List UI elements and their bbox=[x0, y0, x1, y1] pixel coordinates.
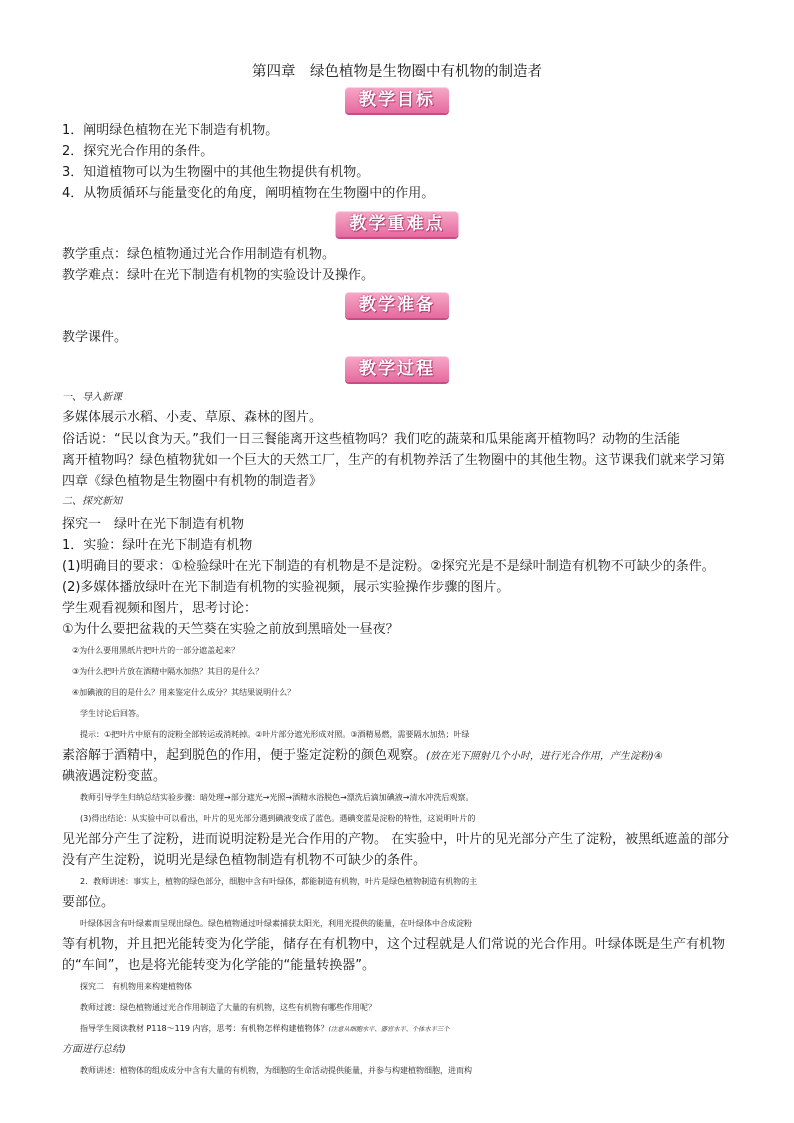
banner-preparation: 教学准备 bbox=[345, 292, 449, 318]
paragraph-line: 教师讲述：植物体的组成成分中含有大量的有机物，为细胞的生命活动提供能量，并参与构建植物细胞，进而构 bbox=[80, 1066, 472, 1075]
subsection-heading: 探究二 有机物用来构建植物体 bbox=[80, 982, 192, 991]
banner-key-points: 教学重难点 bbox=[336, 211, 459, 237]
objective-1: 1．阐明绿色植物在光下制造有机物。 bbox=[62, 123, 279, 138]
question-1: ①为什么要把盆栽的天竺葵在实验之前放到黑暗处一昼夜？ bbox=[62, 622, 399, 637]
paragraph-line: 等有机物，并且把光能转变为化学能，储存在有机物中，这个过程就是人们常说的光合作用。叶绿体既是生产有机物 bbox=[62, 937, 726, 952]
chapter-title: 第四章 绿色植物是生物圈中有机物的制造者 bbox=[252, 64, 542, 80]
paragraph-line: 2．教师讲述：事实上，植物的绿色部分，细胞中含有叶绿体，都能制造有机物，叶片是绿色植物制造有机物的主 bbox=[80, 877, 478, 886]
question-4: ④加碘液的目的是什么？用来鉴定什么成分？其结果说明什么？ bbox=[72, 688, 296, 697]
preparation-text: 教学课件。 bbox=[62, 330, 128, 345]
banner-process: 教学过程 bbox=[345, 356, 449, 382]
objective-3: 3．知道植物可以为生物圈中的其他生物提供有机物。 bbox=[62, 165, 370, 180]
paragraph-line: (1)明确目的要求：①检验绿叶在光下制造的有机物是不是淀粉。②探究光是不是绿叶制造有机物不可缺少的条件。 bbox=[62, 559, 715, 574]
paragraph-line: 教师过渡：绿色植物通过光合作用制造了大量的有机物，这些有机物有哪些作用呢？ bbox=[80, 1003, 376, 1012]
key-point: 教学重点：绿色植物通过光合作用制造有机物。 bbox=[62, 247, 336, 262]
text-run: 素溶解于酒精中，起到脱色的作用，便于鉴定淀粉的颜色观察。 bbox=[62, 748, 427, 763]
paragraph-line: 1．实验：绿叶在光下制造有机物 bbox=[62, 538, 253, 553]
paragraph-line: 叶绿体因含有叶绿素而呈现出绿色。绿色植物通过叶绿素捕获太阳光，利用光提供的能量，在叶绿体中合成淀粉 bbox=[80, 919, 472, 928]
difficult-point: 教学难点：绿叶在光下制造有机物的实验设计及操作。 bbox=[62, 268, 375, 283]
paragraph-line bbox=[80, 1019, 780, 1040]
section-heading-intro: 一、导入新课 bbox=[62, 392, 122, 403]
paragraph-line: (2)多媒体播放绿叶在光下制造有机物的实验视频，展示实验操作步骤的图片。 bbox=[62, 580, 510, 595]
paragraph-line: 四章《绿色植物是生物圈中有机物的制造者》 bbox=[62, 474, 323, 489]
paragraph-line: 要部位。 bbox=[62, 895, 115, 910]
text-run: 指导学生阅读教材 P118～119 内容，思考：有机物怎样构建植物体？ bbox=[80, 1024, 329, 1033]
banner-objectives: 教学目标 bbox=[345, 87, 449, 113]
paragraph-line: 离开植物吗？绿色植物犹如一个巨大的天然工厂，生产的有机物养活了生物圈中的其他生物。这节课我们就来学习第 bbox=[62, 453, 726, 468]
note-text: (放在光下照射几个小时，进行光合作用，产生淀粉)④ bbox=[426, 751, 663, 762]
objective-2: 2．探究光合作用的条件。 bbox=[62, 144, 214, 159]
paragraph-line bbox=[62, 746, 762, 767]
subsection-heading: 探究一 绿叶在光下制造有机物 bbox=[62, 517, 245, 532]
paragraph-line: 见光部分产生了淀粉，进而说明淀粉是光合作用的产物。 在实验中，叶片的见光部分产生了淀粉，被黑纸遮盖的部分 bbox=[62, 832, 730, 847]
paragraph-line: 没有产生淀粉，说明光是绿色植物制造有机物不可缺少的条件。 bbox=[62, 853, 427, 868]
section-heading-explore: 二、探究新知 bbox=[62, 496, 122, 507]
paragraph-line: 多媒体展示水稻、小麦、草原、森林的图片。 bbox=[62, 410, 323, 425]
paragraph-line: 俗话说：“民以食为天。”我们一日三餐能离开这些植物吗？我们吃的蔬菜和瓜果能离开植物吗？动物的生活能 bbox=[62, 432, 680, 447]
paragraph-line: 教师引导学生归纳总结实验步骤：暗处理→部分遮光→光照→酒精水浴脱色→漂洗后滴加碘液→清水冲洗后观察。 bbox=[80, 793, 474, 802]
objective-4: 4．从物质循环与能量变化的角度，阐明植物在生物圈中的作用。 bbox=[62, 186, 435, 201]
question-2: ②为什么要用黑纸片把叶片的一部分遮盖起来？ bbox=[72, 646, 240, 655]
note-text: 方面进行总结) bbox=[62, 1044, 126, 1055]
paragraph-line: 碘液遇淀粉变蓝。 bbox=[62, 769, 167, 784]
paragraph-line: 学生讨论后回答。 bbox=[80, 709, 144, 718]
paragraph-line: (3)得出结论：从实验中可以看出，叶片的见光部分遇到碘液变成了蓝色。遇碘变蓝是淀粉的特性，这说明叶片的 bbox=[80, 814, 476, 823]
paragraph-line: 学生观看视频和图片，思考讨论： bbox=[62, 601, 258, 616]
question-3: ③为什么把叶片放在酒精中隔水加热？其目的是什么？ bbox=[72, 667, 264, 676]
paragraph-line: 的“车间”，也是将光能转变为化学能的“能量转换器”。 bbox=[62, 958, 375, 973]
note-text: (注意从细胞水平、器官水平、个体水平三个 bbox=[328, 1026, 450, 1033]
paragraph-line: 提示：①把叶片中原有的淀粉全部转运或消耗掉。②叶片部分遮光形成对照。③酒精易燃，需要隔水加热；叶绿 bbox=[80, 730, 470, 739]
